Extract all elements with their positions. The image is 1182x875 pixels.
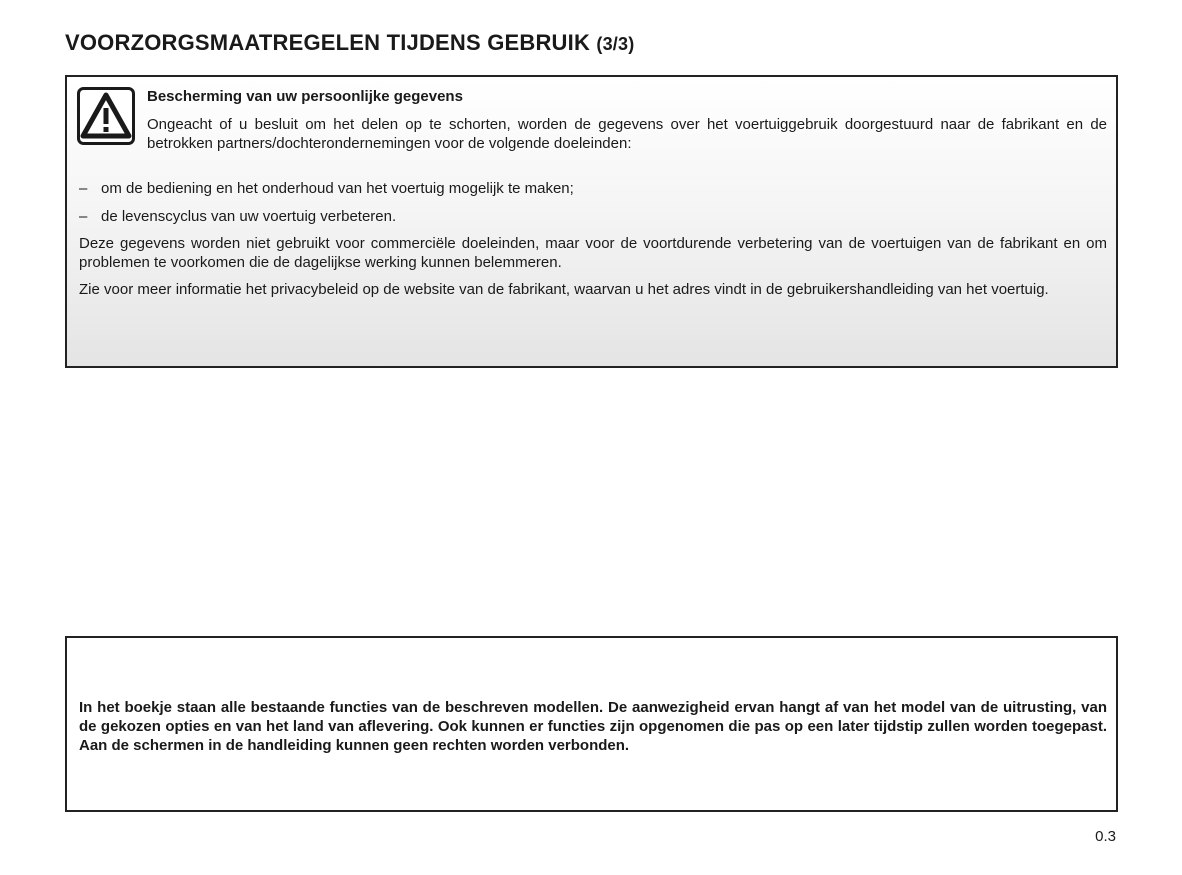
warning-intro: Ongeacht of u besluit om het delen op te schorten, worden de gegevens over het voertuiggebruik doorgestuurd naar de fabrikant en de betrokken partners/dochterondernemingen voor de volgende doeleinden: [147, 116, 1107, 152]
list-item-text: de levenscyclus van uw voertuig verbeteren. [101, 208, 397, 225]
page-title-text: VOORZORGSMAATREGELEN TIJDENS GEBRUIK [65, 30, 591, 55]
warning-heading: Bescherming van uw persoonlijke gegevens [147, 88, 463, 105]
list-item [79, 207, 1099, 226]
warning-triangle-icon [77, 87, 135, 145]
disclaimer-box [65, 636, 1118, 812]
warning-paragraph-usage: Deze gegevens worden niet gebruikt voor commerciële doeleinden, maar voor de voortdurende verbetering van de voertuigen van de fabrikant en om problemen te voorkomen die de dagelijkse werking kunnen belemmeren. [79, 235, 1107, 271]
bullet-marker: – [79, 208, 88, 225]
warning-paragraph-privacy-policy: Zie voor meer informatie het privacybeleid op de website van de fabrikant, waarvan u het adres vindt in de gebruikershandleiding van het voertuig. [79, 281, 1049, 298]
list-item [79, 179, 1099, 198]
bullet-marker: – [79, 180, 88, 197]
page-number: 0.3 [1095, 828, 1116, 845]
privacy-warning-box [65, 75, 1118, 368]
page-count: (3/3) [596, 34, 635, 54]
disclaimer-text: In het boekje staan alle bestaande functies van de beschreven modellen. De aanwezigheid ervan hangt af van het model van de uitrusting, van de gekozen opties en van het land van aflevering. Ook kunnen er functies zijn opgenomen die pas op een later tijdstip zullen worden toegepast. Aan de schermen in de handleiding kunnen geen rechten worden verbonden. [79, 699, 1107, 754]
page-title [65, 30, 634, 56]
list-item-text: om de bediening en het onderhoud van het voertuig mogelijk te maken; [101, 180, 574, 197]
